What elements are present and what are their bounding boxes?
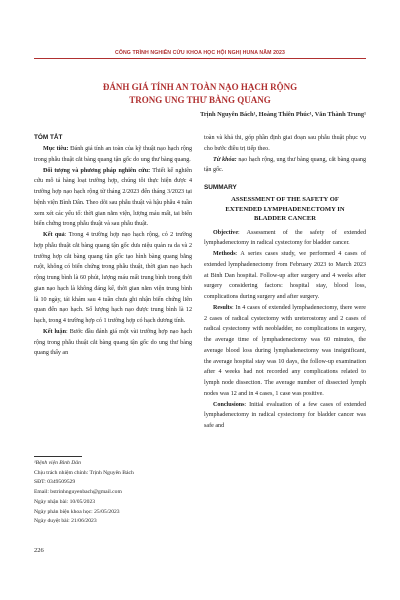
results-en-label: Results: [213, 304, 232, 311]
objective-en-text: : Assessment of the safety of extended lymphadenectomy in radical cystectomy for bladder cancer.: [204, 229, 366, 247]
results-en-paragraph: [204, 303, 366, 400]
footnote-received: Ngày nhận bài: 10/05/2023: [34, 498, 96, 505]
english-title: [204, 195, 366, 224]
conclusion-vi-paragraph: [34, 327, 192, 359]
methods-en-paragraph: [204, 249, 366, 303]
running-header: CÔNG TRÌNH NGHIÊN CỨU KHOA HỌC HỘI NGHỊ HUNA NĂM 2023: [114, 50, 286, 56]
footnote-affiliation: ¹Bệnh viện Bình Dân: [34, 460, 81, 466]
english-title-line-1: ASSESSMENT OF THE SAFETY OF: [231, 196, 339, 203]
page-number: 226: [34, 547, 44, 554]
title-line-1: ĐÁNH GIÁ TÍNH AN TOÀN NẠO HẠCH RỘNG: [102, 82, 298, 92]
summary-heading: SUMMARY: [204, 184, 237, 191]
objective-vi-paragraph: [34, 144, 192, 166]
results-vi-paragraph: [34, 230, 192, 327]
methods-vi-label: Đối tượng và phương pháp nghiên cứu:: [43, 167, 151, 174]
conclusion-vi-text: : Bước đầu đánh giá một vài trường hợp nạo hạch rộng trong phẫu thuật cắt bàng quang tận gốc do ung thư bàng quang thấy an: [34, 328, 192, 357]
article-title: [40, 81, 360, 106]
authors: Trịnh Nguyên Bách¹, Hoàng Thiên Phúc¹, Văn Thành Trung¹: [200, 111, 366, 118]
footnote-responsible: Chịu trách nhiệm chính: Trịnh Nguyên Bách: [34, 469, 134, 476]
keywords-vi-text: nạo hạch rộng, ung thư bàng quang, cắt bàng quang tận gốc.: [204, 156, 366, 174]
methods-vi-paragraph: [34, 166, 192, 231]
objective-vi-label: Mục tiêu:: [43, 146, 69, 152]
methods-vi-text: Thiết kế nghiên cứu mô tả hàng loạt trường hợp, chúng tôi thực hiện được 4 trường hợp nạo hạch rộng từ tháng 2/2023 đến tháng 3/2023 tại bệnh viện Bình Dân. Theo dõi sau phẫu thuật và hậu phẫu 4 tuần xem xét các yếu tố: thời gian nằm viện, lượng máu mất, tai biến biến chứng trong phẫu thuật và sau phẫu thuật.: [34, 167, 192, 228]
english-title-line-2: EXTENDED LYMPHADENECTOMY IN: [225, 205, 345, 213]
conclusions-en-text: : Initial evaluation of a few cases of extended lymphadenectomy in radical cystectomy for bladder cancer was safe and: [204, 401, 366, 429]
keywords-vi-paragraph: [204, 155, 366, 177]
results-vi-text: : Trong 4 trường hợp nạo hạch rộng, có 2 trường hợp phẫu thuật cắt bàng quang tận gốc dưa niệu quản ra da và 2 trường hợp cắt bàng quang tận gốc tạo hình bàng quang bằng ruột, không có biến chứng trong phẫu thuật, thời gian nạo hạch rộng trung bình là 60 phút, lượng máu mất trung bình trong thời gian nạo hạch là không đáng kể, thời gian nằm viện trung bình là 10 ngày, tái khám sau 4 tuần chưa ghi nhận biến chứng liên quan đến nạo hạch. Số lượng hạch nạo được trung bình là 12 hạch, trong 4 trường hợp có 1 trường hợp có hạch dương tính.: [34, 232, 192, 324]
abstract-vi-column: [34, 133, 192, 359]
conclusions-en-paragraph: [204, 400, 366, 432]
objective-vi-text: Đánh giá tính an toàn của kỹ thuật nạo hạch rộng trong phẫu thuật cắt bàng quang tận gốc do ung thư bàng quang.: [34, 146, 192, 163]
footnote-rule: [34, 456, 82, 457]
footnote-phone: SĐT: 0349509529: [34, 479, 76, 486]
conclusions-en-label: Conclusions: [213, 401, 245, 408]
abstract-en-column: [204, 133, 366, 432]
english-title-line-3: BLADDER CANCER: [253, 215, 317, 222]
header-rule: [34, 58, 366, 59]
conclusion-vi-continued: toàn và khả thi, góp phần định giai đoạn sau phẫu thuật phục vụ cho bước điều trị tiếp theo.: [204, 135, 366, 152]
abstract-vi-heading: TÓM TẮT: [34, 134, 63, 141]
methods-en-label: Methods: [213, 251, 236, 257]
conclusion-vi-label: Kết luận: [43, 328, 66, 335]
title-line-2: TRONG UNG THƯ BÀNG QUANG: [129, 94, 271, 105]
footnote-reviewed: Ngày phản biện khoa học: 25/05/2023: [34, 508, 120, 515]
footnote-email: Email: bstrinhnguyenbach@gmail.com: [34, 489, 122, 496]
footnote: [34, 459, 192, 527]
results-vi-label: Kết quả: [43, 232, 65, 238]
keywords-vi-label: Từ khóa:: [213, 156, 237, 163]
methods-en-text: : A series cases study, we performed 4 cases of extended lymphadenectomy from February 2023 to March 2023 at Binh Dan hospital. Follow-up after surgery and 4 weeks after surgery considering factors: hospital stay, blood loss, complications during surgery and after surgery.: [204, 251, 366, 300]
objective-en-paragraph: [204, 228, 366, 250]
objective-en-label: Objective: [213, 229, 239, 236]
results-en-text: : In 4 cases of extended lymphadenectomy, there were 2 cases of radical cystectomy with ureterostomy and 2 cases of radical cystectomy with neobladder, no complications in surgery, the average time of lymphadenectomy was 60 minutes, the average blood loss during lymphadenectomy was insignificant, the average hospital stay was 10 days, the follow-up examination after 4 weeks had not recorded any complications related to lymph node dissection. The average number of dissected lymph nodes was 12 and in 4 cases, 1 case was positive.: [204, 304, 366, 397]
footnote-accepted: Ngày duyệt bài: 21/06/2023: [34, 518, 97, 525]
